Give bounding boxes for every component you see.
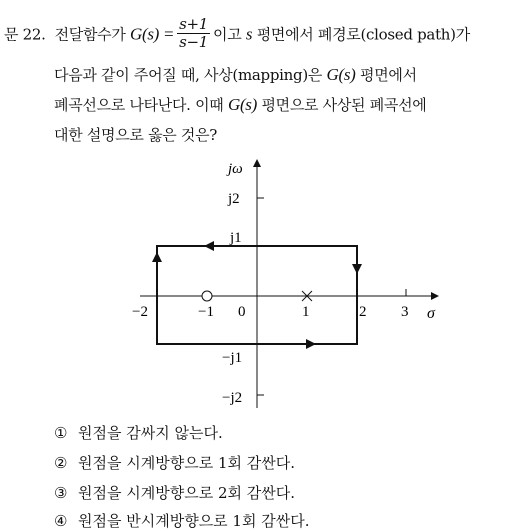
- tick-label-neg-j1: −j1: [222, 350, 243, 366]
- tick-label-2: 2: [359, 304, 367, 320]
- choice-text: 원점을 반시계방향으로 1회 감싼다.: [78, 512, 310, 530]
- tick-label-neg1: −1: [198, 304, 214, 320]
- choice-2[interactable]: [54, 452, 295, 473]
- choice-number: ①: [54, 424, 68, 442]
- path-arrow-bottom: [306, 339, 316, 349]
- choice-text: 원점을 시계방향으로 1회 감싼다.: [78, 454, 295, 472]
- fraction-denominator: s−1: [179, 33, 209, 51]
- g-of-s: G(s): [326, 65, 356, 84]
- tick-label-neg2: −2: [132, 304, 148, 320]
- fraction-numerator: s+1: [179, 15, 209, 33]
- choice-1[interactable]: [54, 422, 223, 443]
- choice-text: 원점을 시계방향으로 2회 감싼다.: [78, 484, 295, 502]
- sigma-axis-label: σ: [427, 305, 435, 322]
- jw-axis-label: jω: [228, 161, 243, 177]
- question-number: 문 22.: [4, 25, 46, 44]
- tick-label-3: 3: [401, 304, 409, 320]
- zero-marker: [202, 291, 212, 301]
- choice-3[interactable]: [54, 482, 295, 503]
- s-variable: s: [245, 24, 253, 44]
- choice-4[interactable]: [54, 510, 309, 531]
- choice-number: ②: [54, 454, 68, 472]
- path-arrow-top: [204, 241, 214, 251]
- question-text: 평면에서: [360, 66, 417, 84]
- choice-number: ③: [54, 484, 68, 502]
- tick-label-1: 1: [302, 304, 310, 320]
- tick-label-0: 0: [238, 304, 246, 320]
- tick-label-neg-j2: −j2: [222, 390, 243, 406]
- question-text: 폐곡선으로 나타난다. 이때: [54, 96, 224, 114]
- question-text: 다음과 같이 주어질 때, 사상(mapping)은: [54, 66, 323, 84]
- path-arrow-left: [152, 252, 162, 262]
- tick-label-j2: j2: [228, 191, 240, 207]
- g-of-s: G(s): [227, 95, 257, 114]
- question-text: 전달함수가: [54, 25, 126, 44]
- transfer-function-lhs: G(s) =: [129, 24, 175, 44]
- tick-label-j1: j1: [230, 230, 242, 246]
- path-arrow-right: [352, 264, 362, 274]
- choice-number: ④: [54, 512, 68, 530]
- question-line-4: 대한 설명으로 옳은 것은?: [54, 126, 218, 144]
- question-text: 평면에서 폐경로(closed path)가: [256, 25, 470, 44]
- choice-text: 원점을 감싸지 않는다.: [78, 424, 223, 442]
- question-text: 평면으로 사상된 폐곡선에: [261, 96, 427, 114]
- question-text: 이고: [213, 25, 242, 44]
